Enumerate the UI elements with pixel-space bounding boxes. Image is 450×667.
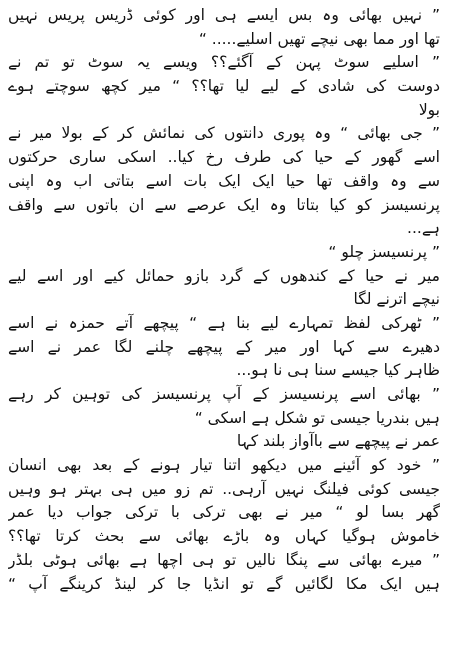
text-line: نیچے اترنے لگا — [353, 290, 440, 309]
text-line: عمر نے پیچھے سے باآواز بلند کہا — [236, 432, 440, 451]
text-line: ” ٹھرکی لفظ تمہارے لیے بنا ہے “ پیچھے آتے حمزہ نے اسے — [8, 313, 440, 332]
text-line: میر نے حیا کے کندھوں کے گرد بازو حمائل کیے اور اسے لیے — [8, 266, 440, 285]
text-line: سے وہ واقف تھا حیا ایک ایک بات اسے بتاتی اب وہ اپنی — [8, 171, 440, 190]
text-line: ” بھائی اسے پرنسیسز کے آپ پرنسیسز کی توہین کر رہے — [8, 385, 440, 403]
text-line: ” پرنسیسز چلو “ — [328, 242, 440, 261]
text-line: ہیں ایک مکا لگائیں گے تو انڈیا جا کر لینڈ کرینگے آپ “ — [8, 574, 440, 593]
text-line: اسے گھور کے حیا کی طرف رخ کیا.. اسکی ساری حرکتوں — [8, 148, 440, 167]
text-line: دوست کی شادی کے لیے لیا تھا؟؟ “ میر کچھ سوچتے ہوے — [8, 77, 440, 96]
text-line: گھر بسا لو “ میر نے بھی ترکی با ترکی جواب دیا عمر — [8, 503, 440, 522]
text-line: دھیرے سے کہا اور میر کے پیچھے چلنے لگا عمر نے اسے — [8, 337, 440, 356]
text-line: ” جی بھائی “ وہ پوری دانتوں کی نمائش کر کے بولا میر نے — [8, 124, 440, 143]
text-line: خاموش ہوگیا کہاں وہ باڑے بھائی سے بحث کرتا تھا؟؟ — [8, 527, 440, 546]
text-line: ” میرے بھائی سے پنگا نالیں تو ہی اچھا ہے بھائی ہوٹی بلڈر — [8, 550, 440, 569]
text-line: جیسی کوئی فیلنگ نہیں آرہی.. تم زو میں ہی بہتر ہو وہیں — [8, 479, 440, 498]
text-line: ” خود کو آئینے میں دیکھو اتنا تیار ہونے کے بعد بھی انسان — [8, 456, 440, 475]
text-line: ” اسلیے سوٹ پہن کے آگئے؟؟ ویسے یہ سوٹ تو تم نے — [8, 53, 440, 72]
text-line: ہے... — [407, 219, 440, 238]
text-line: ” نہیں بھائی وہ بس ایسے ہی اور کوئی ڈریس پریس نہیں — [8, 6, 440, 24]
text-line: ہیں بندریا جیسی تو شکل ہے اسکی “ — [194, 408, 440, 427]
text-line: ظاہر کیا جیسے سنا ہی نا ہو... — [236, 361, 440, 380]
text-line: پرنسیسز کو کیا بتاتا وہ ایک عرصے سے ان باتوں سے واقف — [8, 195, 440, 214]
text-line: تھا اور مما بھی نیچے تھیں اسلیے..... “ — [198, 29, 440, 48]
text-line: بولا — [418, 100, 440, 119]
